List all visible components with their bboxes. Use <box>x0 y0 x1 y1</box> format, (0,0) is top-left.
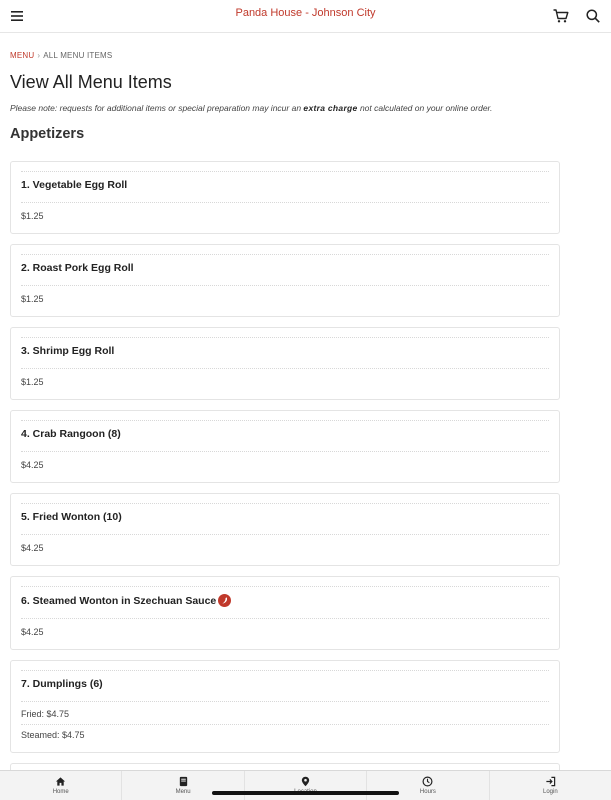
menu-item-price-steamed: Steamed: $4.75 <box>21 730 85 740</box>
menu-item-name: 2. Roast Pork Egg Roll <box>21 262 134 274</box>
nav-home[interactable] <box>0 771 122 800</box>
order-note-text-end: not calculated on your online order. <box>359 103 493 113</box>
order-note <box>10 103 492 113</box>
spicy-pepper-icon <box>218 594 231 607</box>
breadcrumb-current: ALL MENU ITEMS <box>43 51 113 60</box>
menu-item-name: 3. Shrimp Egg Roll <box>21 345 115 357</box>
nav-location[interactable] <box>245 771 367 800</box>
page-title: View All Menu Items <box>10 72 172 92</box>
section-title-appetizers: Appetizers <box>10 126 85 142</box>
menu-item-price-fried: Fried: $4.75 <box>21 709 70 719</box>
nav-hours-label: Hours <box>419 789 436 795</box>
menu-item-name-row <box>21 587 549 618</box>
menu-item-price: $1.25 <box>21 377 44 387</box>
order-note-emphasis: extra charge <box>303 103 358 113</box>
top-bar <box>0 0 611 33</box>
home-icon <box>55 776 66 787</box>
breadcrumb-separator: › <box>37 51 41 60</box>
home-indicator <box>212 791 399 795</box>
cart-icon <box>552 8 570 24</box>
menu-item-card[interactable] <box>10 161 560 234</box>
menu-book-icon <box>178 776 189 787</box>
nav-login[interactable] <box>490 771 611 800</box>
menu-item-price: $1.25 <box>21 294 44 304</box>
breadcrumb <box>10 51 112 60</box>
bottom-nav <box>0 770 611 800</box>
menu-item-list <box>10 161 560 800</box>
order-note-text: Please note: requests for additional items or special preparation may incur an <box>10 103 302 113</box>
menu-item-name: 6. Steamed Wonton in Szechuan Sauce <box>21 594 217 607</box>
menu-item-card[interactable] <box>10 327 560 400</box>
menu-item-price: $4.25 <box>21 543 44 553</box>
nav-menu[interactable] <box>122 771 244 800</box>
breadcrumb-menu-link[interactable]: MENU <box>10 51 35 60</box>
menu-item-name: 5. Fried Wonton (10) <box>21 511 122 523</box>
menu-item-name: 4. Crab Rangoon (8) <box>21 428 121 440</box>
menu-item-price: $4.25 <box>21 627 44 637</box>
menu-item-card[interactable] <box>10 576 560 650</box>
menu-item-name: 7. Dumplings (6) <box>21 678 103 690</box>
search-button[interactable] <box>585 8 601 24</box>
location-pin-icon <box>300 776 311 787</box>
clock-icon <box>422 776 433 787</box>
menu-item-name: 1. Vegetable Egg Roll <box>21 179 128 191</box>
nav-home-label: Home <box>52 789 69 795</box>
menu-item-card[interactable] <box>10 410 560 483</box>
menu-item-price: $4.25 <box>21 460 44 470</box>
nav-login-label: Login <box>542 789 558 795</box>
cart-button[interactable] <box>552 8 570 24</box>
login-icon <box>545 776 556 787</box>
menu-item-price: $1.25 <box>21 211 44 221</box>
search-icon <box>585 8 601 24</box>
menu-item-card[interactable] <box>10 493 560 566</box>
menu-item-card[interactable] <box>10 660 560 753</box>
menu-item-card[interactable] <box>10 244 560 317</box>
restaurant-title[interactable]: Panda House - Johnson City <box>235 7 376 19</box>
nav-menu-label: Menu <box>175 789 191 795</box>
nav-hours[interactable] <box>367 771 489 800</box>
